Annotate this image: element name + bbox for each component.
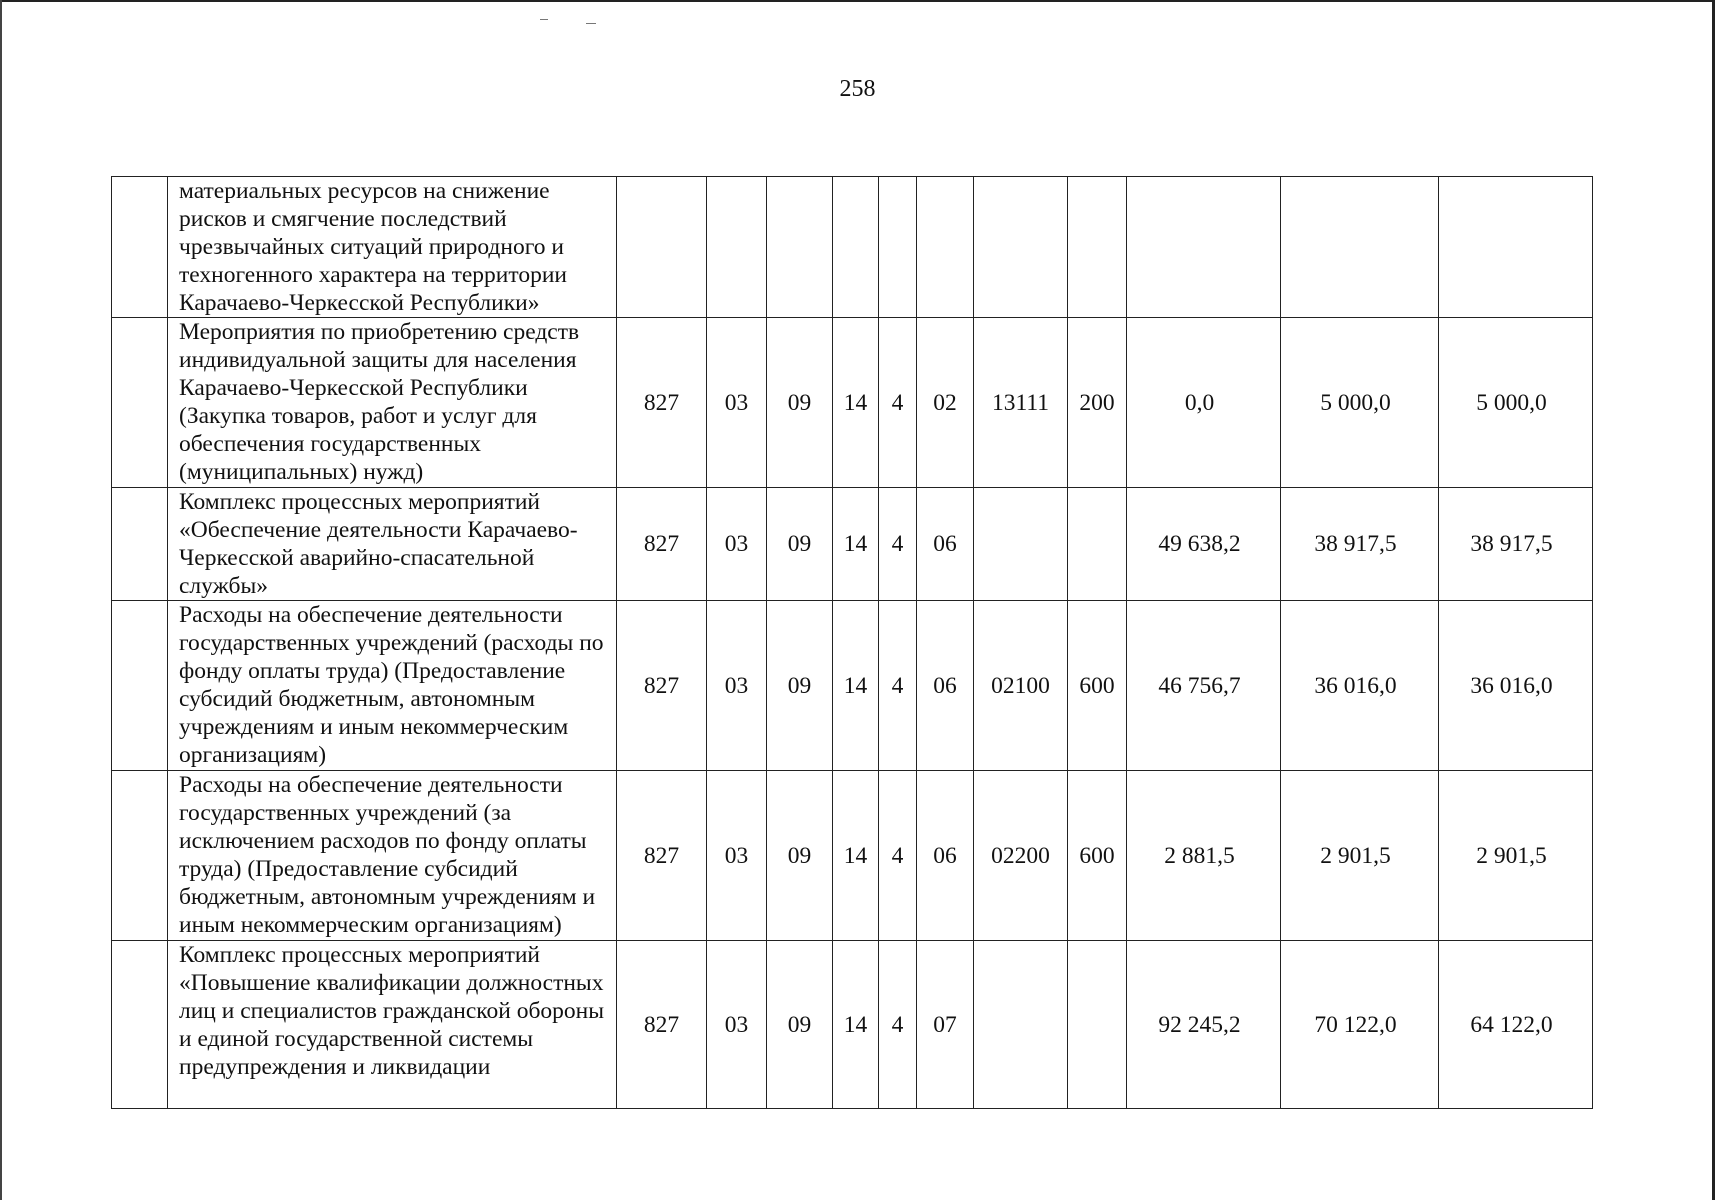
admin-code-cell: 827 xyxy=(617,318,707,488)
program-code-cell: 14 xyxy=(833,488,879,601)
amount-year2-cell: 2 901,5 xyxy=(1281,771,1439,941)
direction-code-cell xyxy=(974,488,1068,601)
complex-code-cell xyxy=(917,177,974,318)
program-type-cell: 4 xyxy=(879,771,917,941)
table-row xyxy=(112,488,1593,601)
table-row xyxy=(112,318,1593,488)
expense-type-cell: 600 xyxy=(1068,601,1127,771)
section-code-cell: 03 xyxy=(707,771,767,941)
section-code-cell: 03 xyxy=(707,488,767,601)
program-code-cell: 14 xyxy=(833,941,879,1109)
complex-code-cell: 06 xyxy=(917,771,974,941)
scan-speck xyxy=(540,19,548,20)
table-row xyxy=(112,771,1593,941)
amount-year1-cell: 49 638,2 xyxy=(1127,488,1281,601)
direction-code-cell: 13111 xyxy=(974,318,1068,488)
direction-code-cell xyxy=(974,941,1068,1109)
direction-code-cell: 02100 xyxy=(974,601,1068,771)
admin-code-cell: 827 xyxy=(617,941,707,1109)
program-code-cell: 14 xyxy=(833,771,879,941)
subsection-code-cell: 09 xyxy=(767,771,833,941)
direction-code-cell xyxy=(974,177,1068,318)
program-type-cell: 4 xyxy=(879,488,917,601)
expense-type-cell xyxy=(1068,488,1127,601)
expense-type-cell: 600 xyxy=(1068,771,1127,941)
amount-year3-cell: 38 917,5 xyxy=(1439,488,1593,601)
number-cell xyxy=(112,601,168,771)
program-code-cell xyxy=(833,177,879,318)
amount-year2-cell xyxy=(1281,177,1439,318)
subsection-code-cell: 09 xyxy=(767,601,833,771)
complex-code-cell: 06 xyxy=(917,488,974,601)
budget-table xyxy=(111,176,1593,1109)
subsection-code-cell: 09 xyxy=(767,941,833,1109)
program-code-cell: 14 xyxy=(833,601,879,771)
program-type-cell: 4 xyxy=(879,318,917,488)
admin-code-cell xyxy=(617,177,707,318)
program-type-cell: 4 xyxy=(879,601,917,771)
amount-year1-cell xyxy=(1127,177,1281,318)
complex-code-cell: 02 xyxy=(917,318,974,488)
direction-code-cell: 02200 xyxy=(974,771,1068,941)
page-top-edge xyxy=(0,0,1715,2)
amount-year3-cell: 2 901,5 xyxy=(1439,771,1593,941)
complex-code-cell: 06 xyxy=(917,601,974,771)
subsection-code-cell: 09 xyxy=(767,488,833,601)
amount-year1-cell: 46 756,7 xyxy=(1127,601,1281,771)
admin-code-cell: 827 xyxy=(617,771,707,941)
amount-year2-cell: 36 016,0 xyxy=(1281,601,1439,771)
amount-year3-cell: 36 016,0 xyxy=(1439,601,1593,771)
expense-type-cell xyxy=(1068,177,1127,318)
section-code-cell: 03 xyxy=(707,601,767,771)
expense-type-cell xyxy=(1068,941,1127,1109)
number-cell xyxy=(112,177,168,318)
amount-year2-cell: 5 000,0 xyxy=(1281,318,1439,488)
description-cell: Расходы на обеспечение деятельности государственных учреждений (расходы по фонду оплаты труда) (Предоставление субсидий бюджетным, автономным учреждениям и иным некоммерческим организациям) xyxy=(168,601,617,771)
amount-year3-cell: 64 122,0 xyxy=(1439,941,1593,1109)
description-cell: Комплекс процессных мероприятий «Обеспечение деятельности Карачаево-Черкесской аварийно-спасательной службы» xyxy=(168,488,617,601)
table-row xyxy=(112,941,1593,1109)
subsection-code-cell: 09 xyxy=(767,318,833,488)
program-type-cell: 4 xyxy=(879,941,917,1109)
description-cell: Комплекс процессных мероприятий «Повышение квалификации должностных лиц и специалистов гражданской обороны и единой государственной системы предупреждения и ликвидации xyxy=(168,941,617,1109)
section-code-cell xyxy=(707,177,767,318)
scan-speck xyxy=(586,23,596,24)
expense-type-cell: 200 xyxy=(1068,318,1127,488)
amount-year2-cell: 70 122,0 xyxy=(1281,941,1439,1109)
amount-year2-cell: 38 917,5 xyxy=(1281,488,1439,601)
amount-year1-cell: 0,0 xyxy=(1127,318,1281,488)
section-code-cell: 03 xyxy=(707,941,767,1109)
amount-year3-cell xyxy=(1439,177,1593,318)
page-left-edge xyxy=(0,0,2,1200)
table-row xyxy=(112,177,1593,318)
admin-code-cell: 827 xyxy=(617,601,707,771)
section-code-cell: 03 xyxy=(707,318,767,488)
amount-year3-cell: 5 000,0 xyxy=(1439,318,1593,488)
amount-year1-cell: 92 245,2 xyxy=(1127,941,1281,1109)
description-cell: Расходы на обеспечение деятельности государственных учреждений (за исключением расходов по фонду оплаты труда) (Предоставление субсидий бюджетным, автономным учреждениям и иным некоммерческим организациям) xyxy=(168,771,617,941)
amount-year1-cell: 2 881,5 xyxy=(1127,771,1281,941)
subsection-code-cell xyxy=(767,177,833,318)
program-code-cell: 14 xyxy=(833,318,879,488)
admin-code-cell: 827 xyxy=(617,488,707,601)
number-cell xyxy=(112,941,168,1109)
number-cell xyxy=(112,771,168,941)
program-type-cell xyxy=(879,177,917,318)
table-row xyxy=(112,601,1593,771)
number-cell xyxy=(112,488,168,601)
description-cell: Мероприятия по приобретению средств индивидуальной защиты для населения Карачаево-Черкесской Республики (Закупка товаров, работ и услуг для обеспечения государственных (муниципальных) нужд) xyxy=(168,318,617,488)
complex-code-cell: 07 xyxy=(917,941,974,1109)
description-cell: материальных ресурсов на снижение рисков и смягчение последствий чрезвычайных ситуаций природного и техногенного характера на территории Карачаево-Черкесской Республики» xyxy=(168,177,617,318)
page-number: 258 xyxy=(839,76,876,102)
number-cell xyxy=(112,318,168,488)
